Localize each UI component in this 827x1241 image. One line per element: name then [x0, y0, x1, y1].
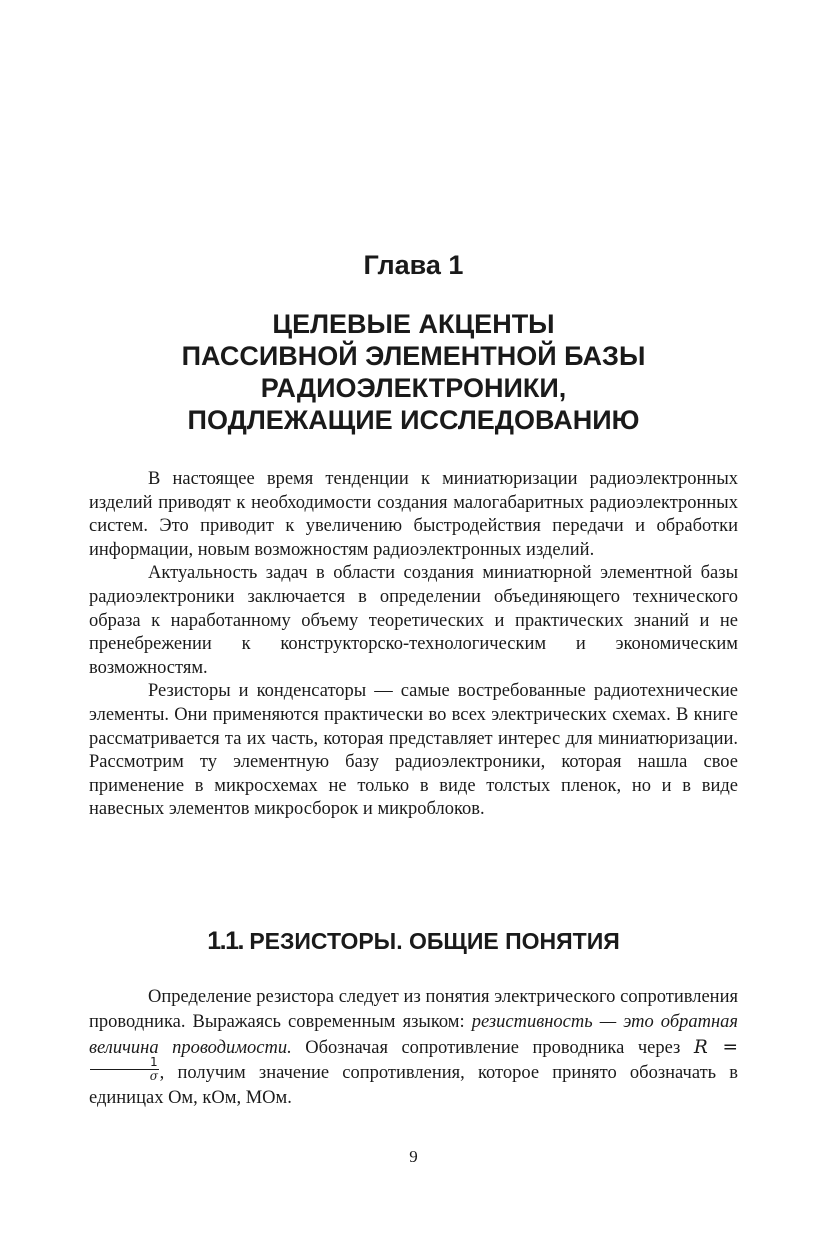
formula-denominator: σ: [149, 1069, 158, 1084]
chapter-title: [0, 308, 827, 436]
section-heading: [0, 926, 827, 956]
definition-text: [89, 985, 738, 1111]
formula-numerator: 1: [90, 1056, 159, 1070]
section-number: 1.1.: [207, 927, 243, 955]
formula-lhs: R =: [693, 1037, 738, 1058]
chapter-title-line: ПОДЛЕЖАЩИЕ ИССЛЕДОВАНИЮ: [187, 405, 640, 435]
chapter-label: Глава 1: [363, 250, 464, 280]
definition-part-2: Обозначая сопротивление проводника через: [291, 1038, 694, 1058]
definition-part-3: , получим значение сопротивления, которое принято обозначать в единицах Ом, кОм, МОм.: [89, 1063, 738, 1108]
definition-paragraph: [89, 985, 738, 1111]
intro-paragraph: Резисторы и конденсаторы — самые востребованные радиотехнические элементы. Они применяются практически во всех электрических схемах. В книге рассматривается та их часть, которая представляет интерес для миниатюризации. Рассмотрим ту элементную базу радиоэлектроники, которая нашла свое применение в микросхемах не только в виде толстых пленок, но и в виде навесных элементов микросборок и микроблоков.: [89, 681, 738, 820]
chapter-title-line: ЦЕЛЕВЫЕ АКЦЕНТЫ: [272, 309, 555, 339]
chapter-title-line: РАДИОЭЛЕКТРОНИКИ,: [260, 373, 567, 403]
definition-part-1: Определение резистора следует из понятия электрического сопротивления проводника. Выражаясь современным языком:: [89, 987, 738, 1032]
definition-italic: резистивность — это обратная величина проводимости.: [89, 1012, 739, 1058]
intro-text: [89, 468, 738, 822]
formula-fraction: [90, 1056, 159, 1083]
intro-paragraph: В настоящее время тенденции к миниатюризации радиоэлектронных изделий приводят к необходимости создания малогабаритных радиоэлектронных систем. Это приводит к увеличению быстродействия передачи и обработки информации, новым возможностям радиоэлектронных изделий.: [89, 469, 738, 560]
page-number: 9: [409, 1147, 418, 1166]
section-title: РЕЗИСТОРЫ. ОБЩИЕ ПОНЯТИЯ: [249, 928, 620, 954]
chapter-title-line: ПАССИВНОЙ ЭЛЕМЕНТНОЙ БАЗЫ: [181, 341, 646, 371]
intro-paragraph: Актуальность задач в области создания миниатюрной элементной базы радиоэлектроники заключается в определении объединяющего технического образа к наработанному объему теоретических и практических знаний и не пренебрежении к конструкторско-технологическим и экономическим возможностям.: [89, 563, 738, 678]
